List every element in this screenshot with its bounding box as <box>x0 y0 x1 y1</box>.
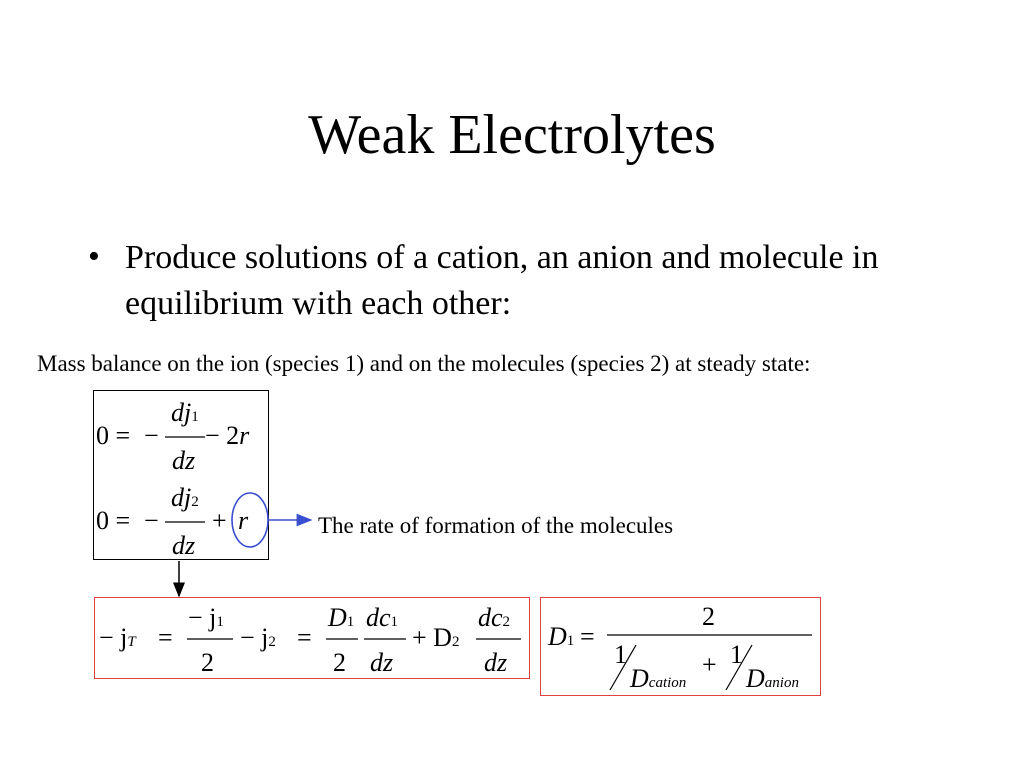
eq3-f3-numerator: dc1 <box>366 603 399 632</box>
eq1-numerator: dj1 <box>171 398 199 427</box>
eq3-f3-denominator: dz <box>370 648 394 677</box>
eq4-numerator: 2 <box>702 602 715 631</box>
eq4-lhs: D1 <box>548 622 575 651</box>
eq3-f1-numerator: − j1 <box>188 603 224 632</box>
eq1-minus: − <box>144 421 159 450</box>
eq3-f2-numerator: D1 <box>328 603 355 632</box>
eq4-one-b: 1 <box>730 640 743 669</box>
eq1-lhs: 0 = <box>96 421 131 450</box>
eq2-rate-term: r <box>238 506 249 535</box>
eq4-equals: = <box>580 622 595 651</box>
eq3-plus-d2: + D2 <box>412 623 460 652</box>
eq4-d-anion: Danion <box>746 664 799 693</box>
eq4-d-cation: Dcation <box>630 664 687 693</box>
eq3-f2-denominator: 2 <box>333 648 346 677</box>
eq4-slash-b <box>726 645 752 690</box>
eq3-f1-denominator: 2 <box>201 648 214 677</box>
bullet-text: Produce solutions of a cation, an anion and molecule in equilibrium with each other: <box>125 239 879 322</box>
eq4-one-a: 1 <box>614 640 627 669</box>
eq3-lead: − jT <box>99 623 136 652</box>
eq3-f4-denominator: dz <box>484 648 508 677</box>
rate-caption: The rate of formation of the molecules <box>318 513 674 538</box>
eq2-plus: + <box>212 506 227 535</box>
eq1-tail: − 2r <box>205 421 250 450</box>
mass-balance-caption: Mass balance on the ion (species 1) and on the molecules (species 2) at steady state: <box>37 351 811 376</box>
bullet-marker: • <box>88 238 100 275</box>
eq1-denominator: dz <box>172 446 196 475</box>
eq3-f4-numerator: dc2 <box>478 603 511 632</box>
eq2-lhs: 0 = <box>96 506 131 535</box>
slide-title: Weak Electrolytes <box>308 104 716 166</box>
eq4-slash-a <box>610 645 636 690</box>
eq2-denominator: dz <box>172 531 196 560</box>
eq2-numerator: dj2 <box>171 483 199 512</box>
eq3-mid: − j2 <box>240 623 276 652</box>
eq3-equals-1: = <box>158 623 173 652</box>
rate-term-circle <box>232 493 268 547</box>
eq3-equals-2: = <box>297 623 312 652</box>
eq2-minus: − <box>144 506 159 535</box>
eq4-plus: + <box>702 650 717 679</box>
